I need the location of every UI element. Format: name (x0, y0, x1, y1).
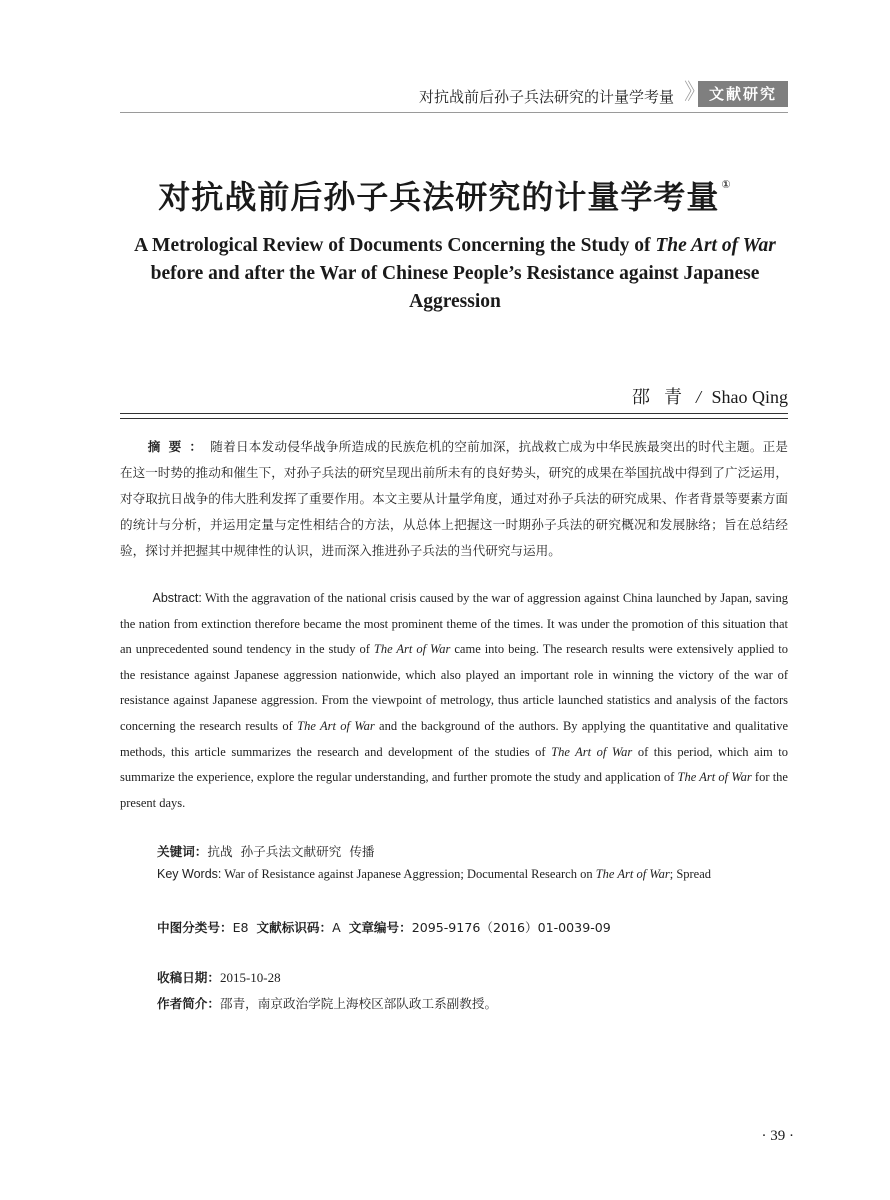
abstract-chinese (120, 434, 788, 564)
double-rule-top (120, 413, 788, 414)
english-title-italic: The Art of War (655, 235, 776, 256)
clc-label: 中图分类号： (157, 920, 233, 935)
received-value: 2015-10-28 (219, 970, 281, 985)
abstract-en-text: for the present days. (120, 770, 788, 810)
doc-code-value: A (332, 920, 341, 935)
english-title-line1: A Metrological Review of Documents Concerning the Study of (134, 235, 656, 256)
english-title (110, 232, 800, 316)
abstract-en-text: of this period, which aim to summarize the experience, explore the regular understanding, and further promote the study and application of (120, 744, 789, 785)
author-separator: / (695, 387, 701, 407)
abstract-en-italic: The Art of War (551, 744, 633, 759)
keywords-en-label: Key Words: (157, 867, 222, 881)
received-label: 收稿日期： (157, 970, 220, 985)
author-name-en: Shao Qing (711, 387, 788, 407)
abstract-english (120, 586, 788, 816)
abstract-en-italic: The Art of War (677, 770, 752, 785)
chinese-title (0, 172, 890, 218)
chinese-title-text: 对抗战前后孙子兵法研究的计量学考量 (158, 178, 720, 216)
article-number-value: 2095-9176（2016）01-0039-09 (411, 920, 611, 935)
double-chevron-icon: 》 (683, 80, 698, 105)
footnote-marker[interactable]: ① (721, 178, 732, 191)
author-line (632, 383, 788, 409)
clc-value: E8 (232, 920, 249, 935)
abstract-en-label: Abstract: (152, 591, 202, 605)
classification-line (157, 917, 611, 936)
page-number: · 39 · (761, 1128, 794, 1144)
header-rule (120, 112, 788, 113)
author-name-cn: 邵青 (631, 387, 696, 408)
abstract-en-italic: The Art of War (373, 642, 451, 657)
english-title-line2: before and after the War of Chinese People’s Resistance against Japanese (150, 263, 760, 284)
received-date (157, 967, 281, 986)
section-tag: 文献研究 (698, 81, 788, 107)
keywords-en-text: War of Resistance against Japanese Aggression; Documental Research on (221, 867, 596, 881)
abstract-en-text: and the background of the authors. By applying the quantitative and qualitative methods, this article summarizes the research and development of the studies of (120, 718, 788, 759)
running-title: 对抗战前后孙子兵法研究的计量学考量 (418, 88, 674, 106)
double-rule-bottom (120, 418, 788, 419)
keywords-cn-text: 抗战 孙子兵法文献研究 传播 (207, 844, 375, 859)
abstract-en-italic: The Art of War (297, 718, 375, 733)
abstract-en-text: With the aggravation of the national crisis caused by the war of aggression against China launched by Japan, saving the nation from extinction therefore became the most prominent theme of the times. It was under the promotion of this situation that an unprecedented sound tendency in the study of (120, 591, 788, 657)
running-header (120, 78, 788, 112)
article-number-label: 文章编号： (348, 920, 412, 935)
bio-text: 邵青，南京政治学院上海校区部队政工系副教授。 (219, 996, 498, 1011)
abstract-en-text: came into being. The research results were extensively applied to the resistance against Japanese aggression nationwide, which also played an important role in winning the victory of the war of resistance against Japanese aggression. From the viewpoint of metrology, thus article launched statistics and analysis of the factors concerning the research results of (120, 642, 788, 733)
keywords-cn-label: 关键词： (157, 844, 208, 859)
abstract-cn-text: 随着日本发动侵华战争所造成的民族危机的空前加深，抗战救亡成为中华民族最突出的时代主题。正是在这一时势的推动和催生下，对孙子兵法的研究呈现出前所未有的良好势头，研究的成果在举国抗战中得到了广泛运用，对夺取抗日战争的伟大胜利发挥了重要作用。本文主要从计量学角度，通过对孙子兵法的研究成果、作者背景等要素方面的统计与分析，并运用定量与定性相结合的方法，从总体上把握这一时期孙子兵法的研究概况和发展脉络；旨在总结经验，探讨并把握其中规律性的认识，进而深入推进孙子兵法的当代研究与运用。 (120, 439, 789, 558)
keywords-en-text: ; Spread (669, 867, 712, 881)
doc-code-label: 文献标识码： (256, 920, 333, 935)
english-title-line3: Aggression (409, 291, 501, 312)
keywords-en-italic: The Art of War (595, 867, 670, 881)
abstract-cn-label: 摘要： (147, 439, 211, 454)
author-bio (157, 993, 497, 1012)
keywords-chinese (157, 841, 375, 860)
keywords-english (157, 867, 711, 882)
bio-label: 作者简介： (157, 996, 220, 1011)
